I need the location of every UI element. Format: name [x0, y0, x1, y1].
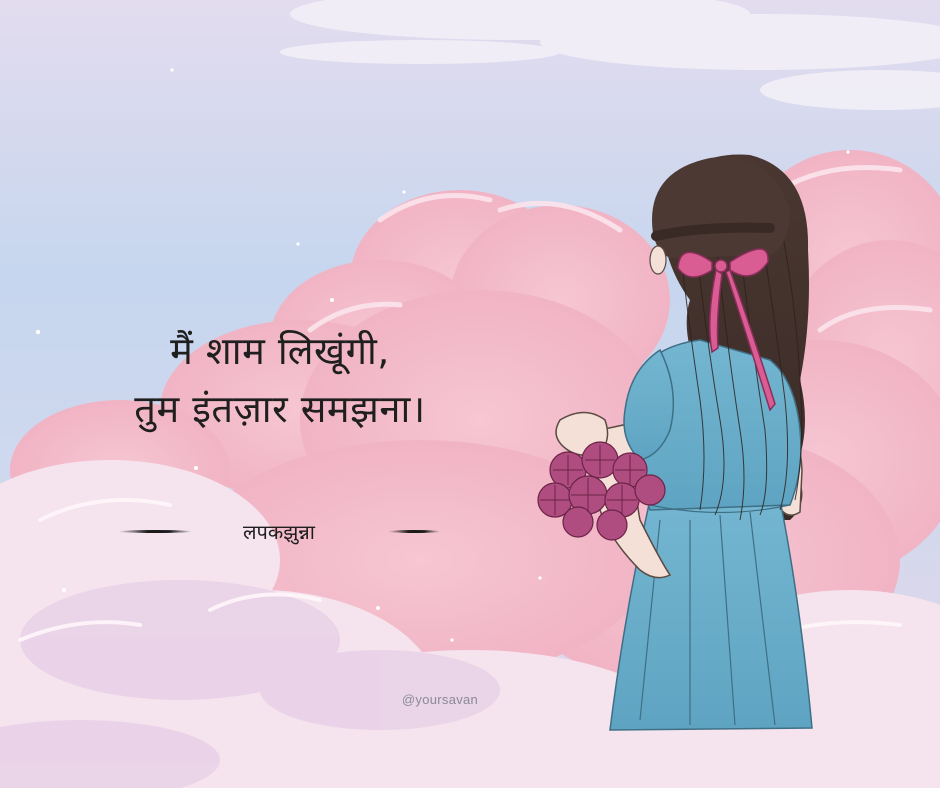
poem-quote — [60, 322, 500, 438]
quote-line-2: तुम इंतज़ार समझना। — [134, 387, 426, 431]
author-name: लपकझुन्ना — [243, 520, 315, 544]
byline-dash-right — [388, 530, 440, 533]
quote-line-1: मैं शाम लिखूंगी, — [170, 329, 390, 373]
ear — [650, 246, 666, 274]
watermark-handle: @yoursavan — [401, 692, 479, 707]
author-byline — [118, 516, 440, 556]
